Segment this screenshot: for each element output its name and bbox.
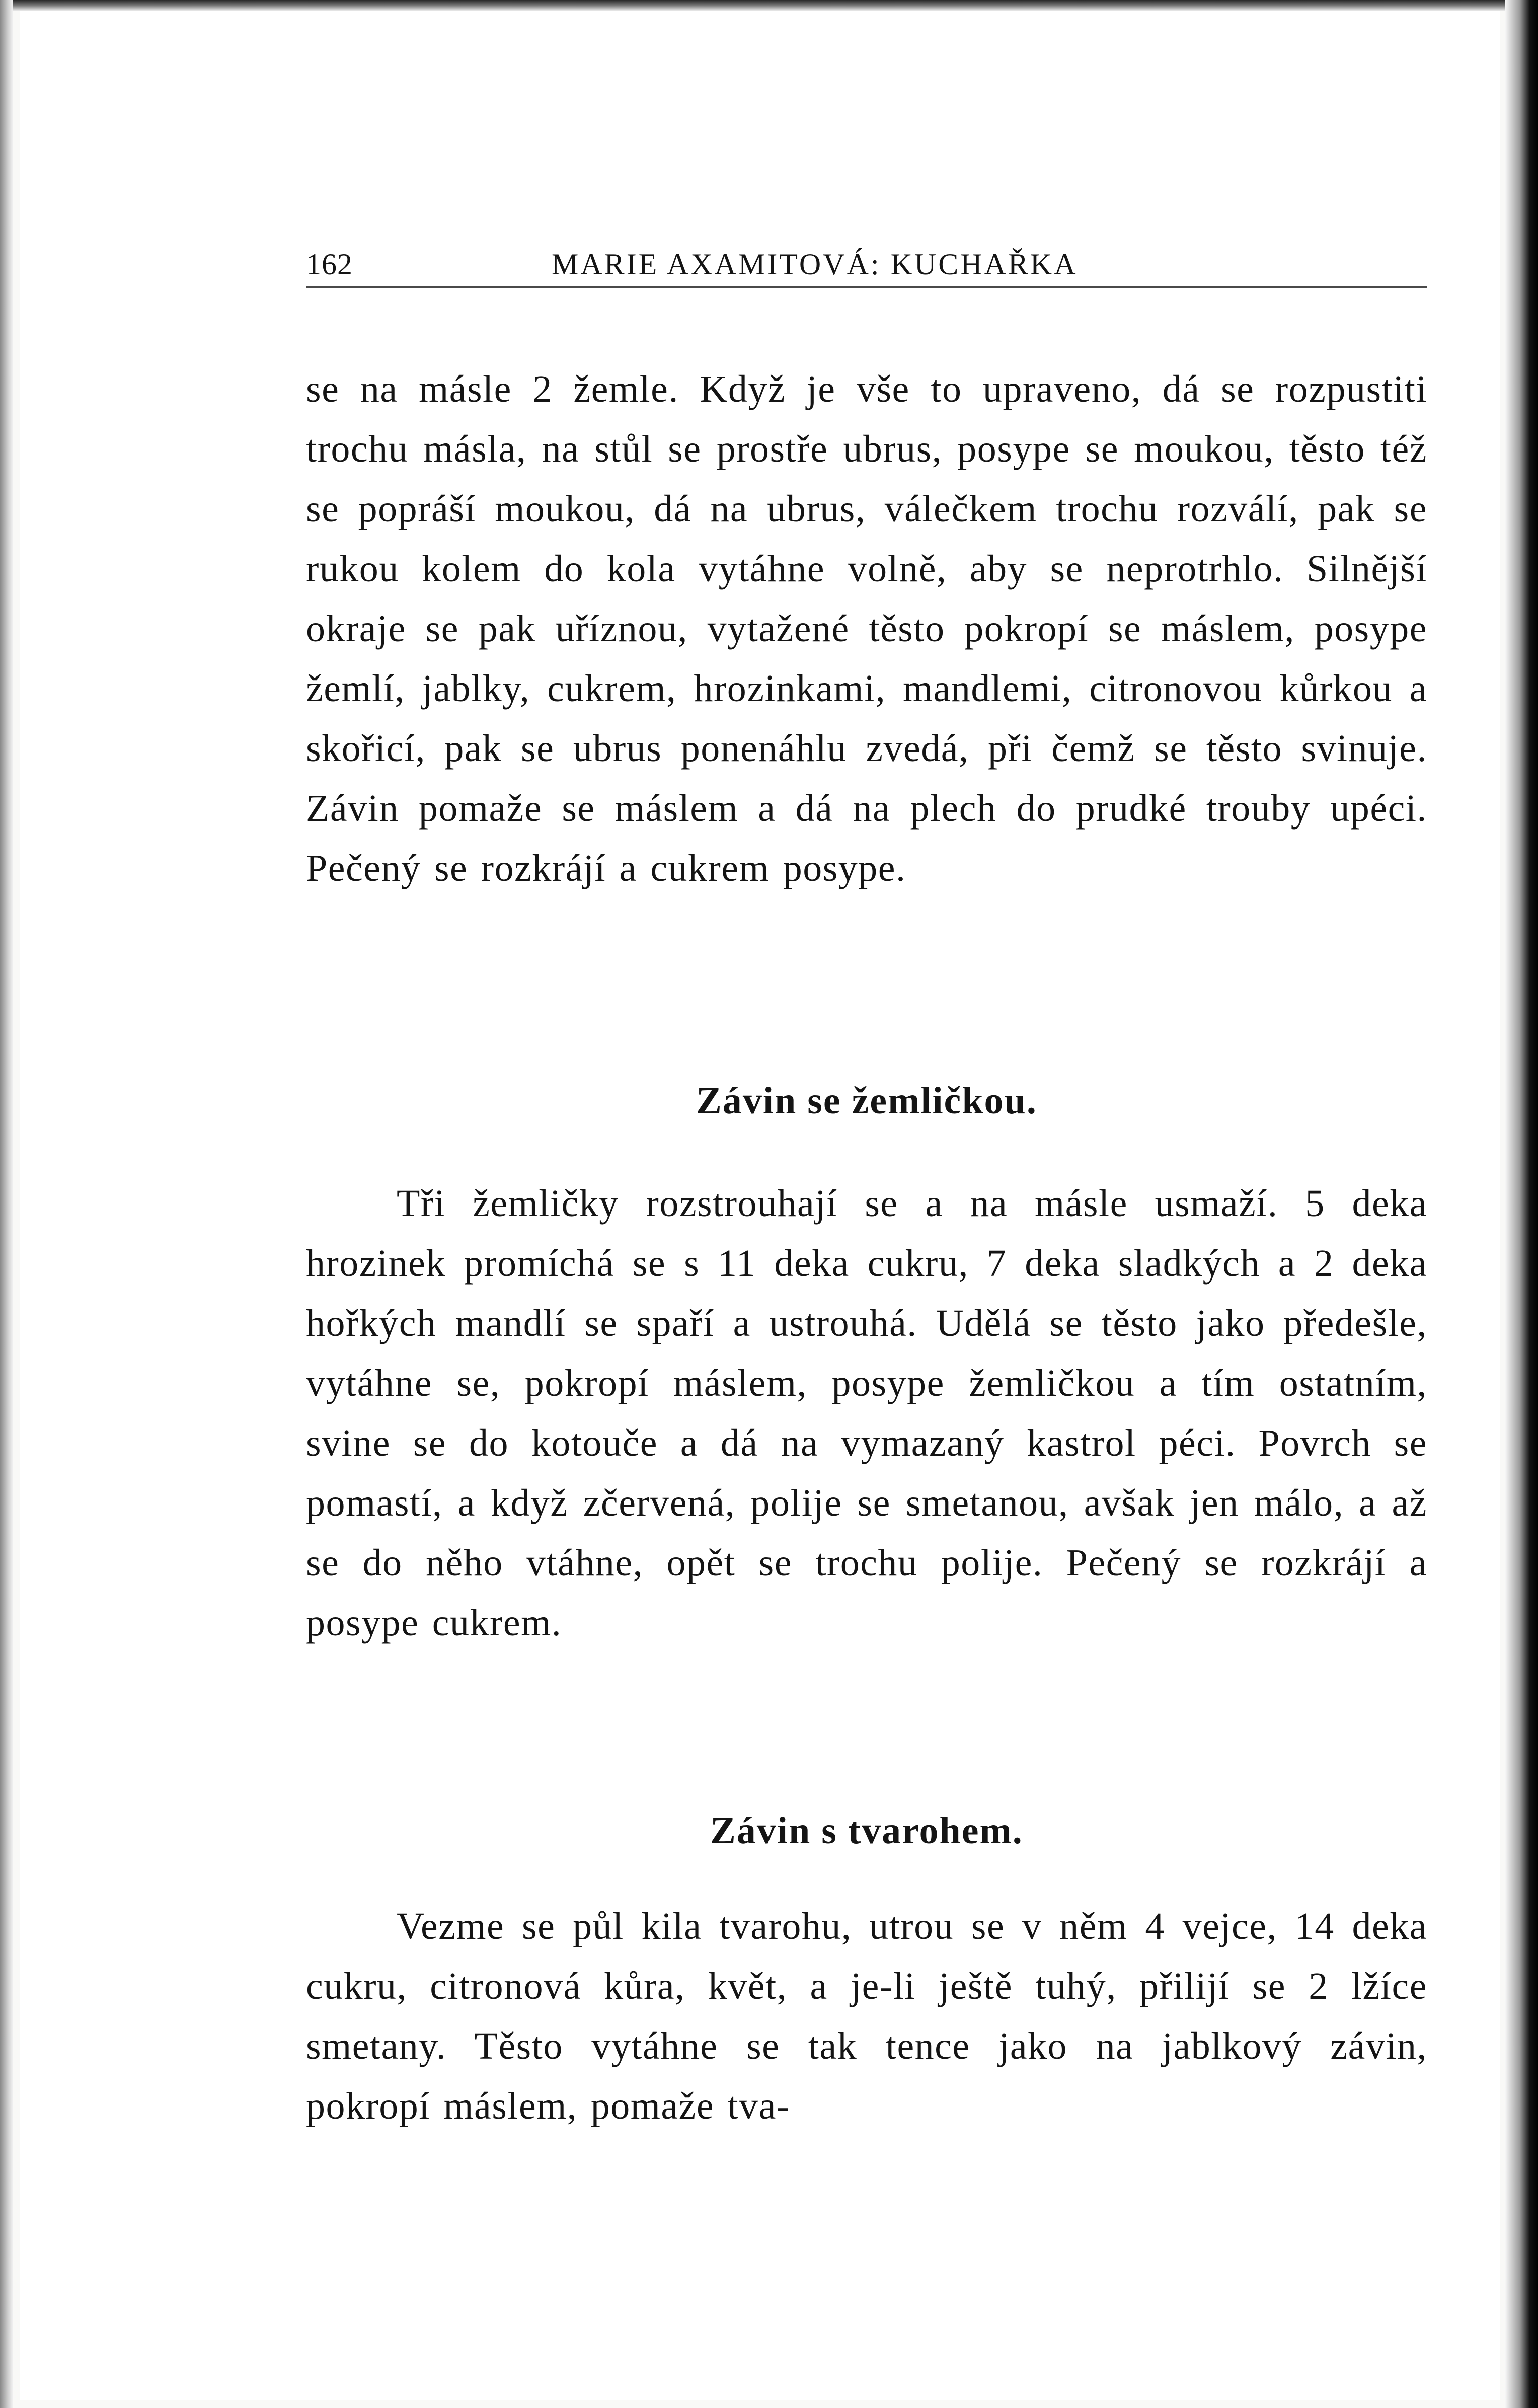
section-body-block bbox=[306, 1174, 1427, 1653]
running-title: MARIE AXAMITOVÁ: KUCHAŘKA bbox=[552, 248, 1078, 281]
section-heading-zavin-s-tvarohem: Závin s tvarohem. bbox=[710, 1810, 1023, 1852]
section-heading-zavin-se-zemlickou: Závin se žemličkou. bbox=[696, 1080, 1037, 1122]
scan-top-edge bbox=[0, 0, 1538, 11]
page-number: 162 bbox=[306, 248, 353, 281]
scan-left-edge bbox=[0, 0, 13, 2408]
intro-paragraph: se na másle 2 žemle. Když je vše to upraveno, dá se rozpustiti trochu másla, na stůl se prostře ubrus, posype se moukou, těsto též se popráší moukou, dá na ubrus, válečkem trochu rozválí, pak se rukou kolem do kola vytáhne volně, aby se neprotrhlo. Silnější okraje se pak uříznou, vytažené těsto pokropí se máslem, posype žemlí, jablky, cukrem, hrozinkami, mandlemi, citronovou kůrkou a skořicí, pak se ubrus ponenáhlu zvedá, při čemž se těsto svinuje. Závin pomaže se máslem a dá na plech do prudké trouby upéci. Pečený se rozkrájí a cukrem posype. bbox=[306, 368, 1427, 889]
intro-paragraph-block bbox=[306, 359, 1427, 898]
section-paragraph-zavin-se-zemlickou: Tři žemličky rozstrouhají se a na másle usmaží. 5 deka hrozinek promíchá se s 11 deka cukru, 7 deka sladkých a 2 deka hořkých mandlí se spaří a ustrouhá. Udělá se těsto jako předešle, vytáhne se, pokropí máslem, posype žemličkou a tím ostatním, svine se do kotouče a dá na vymazaný kastrol péci. Povrch se pomastí, a když zčervená, polije se smetanou, avšak jen málo, a až se do něho vtáhne, opět se trochu polije. Pečený se rozkrájí a posype cukrem. bbox=[306, 1182, 1427, 1644]
section-body-block bbox=[306, 1897, 1427, 2136]
running-header bbox=[306, 237, 1427, 288]
scan-right-edge bbox=[1505, 0, 1538, 2408]
section-paragraph-zavin-s-tvarohem: Vezme se půl kila tvarohu, utrou se v něm 4 vejce, 14 deka cukru, citronová kůra, květ, a je-li ještě tuhý, přilijí se 2 lžíce smetany. Těsto vytáhne se tak tence jako na jablkový závin, pokropí máslem, pomaže tva- bbox=[306, 1905, 1427, 2127]
